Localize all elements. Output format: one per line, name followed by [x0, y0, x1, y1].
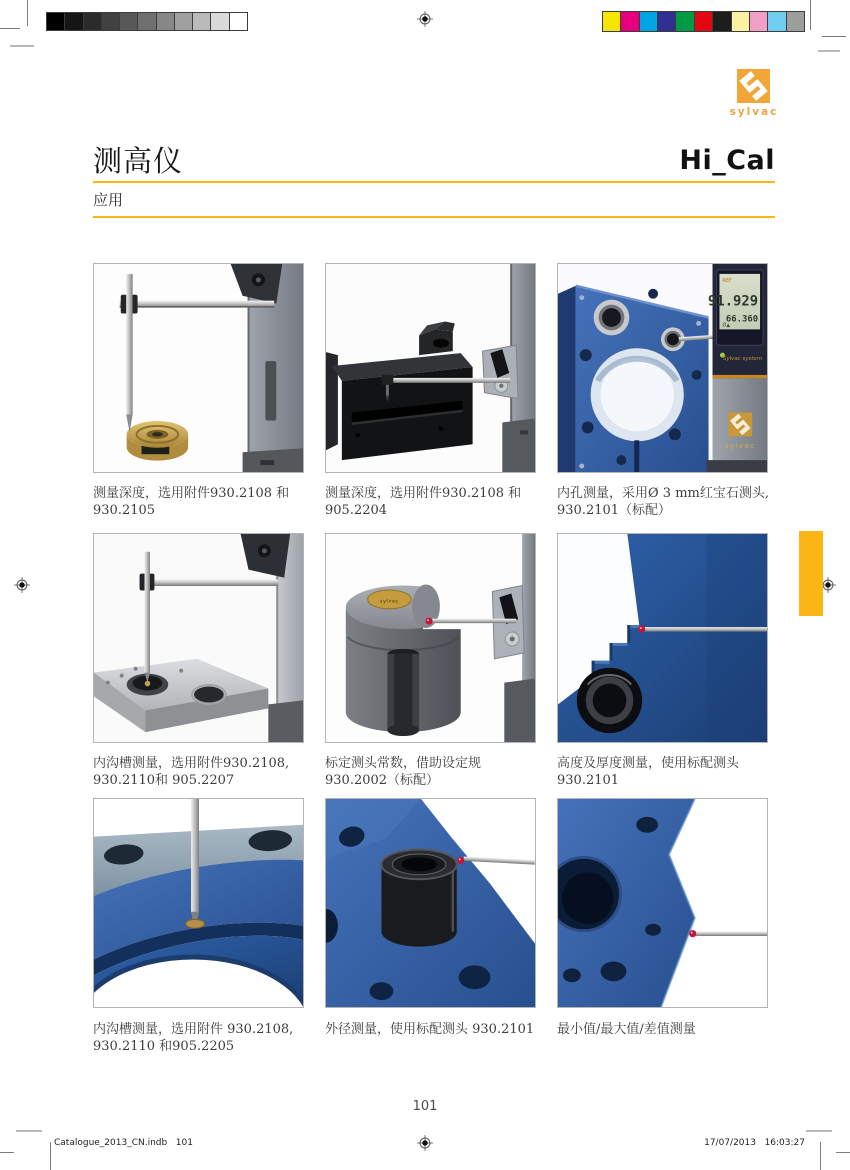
probe-tip: [145, 681, 151, 687]
crop-mark-top-left-h: [0, 28, 20, 29]
figure-caption-4: [93, 755, 319, 789]
crop-mark-bottom-left-h2: [0, 1152, 14, 1153]
ruby-probe-tip: [638, 626, 645, 633]
caption-line: 高度及厚度测量，使用标配测头: [557, 756, 740, 771]
print-swatch: [675, 11, 694, 32]
display-brand-label: Sylvac system: [722, 356, 763, 363]
lcd-main-value: 91.929: [708, 293, 759, 310]
cmyk-print-bar: [603, 11, 805, 32]
print-swatch: [192, 12, 211, 31]
ruby-probe-tip: [425, 618, 432, 625]
figure-min-max-delta: [557, 798, 768, 1008]
blue-fixture-block: [558, 286, 709, 472]
column-logo-text: sylvac: [724, 442, 756, 451]
registration-mark-top-icon: [417, 11, 433, 27]
section-side-tab: [799, 531, 823, 616]
figure-depth-disc: [93, 263, 304, 473]
caption-line: 内沟槽测量，选用附件930.2108,: [93, 756, 290, 771]
crop-mark-bottom-right-v: [820, 1142, 821, 1170]
caption-line: 930.2101: [557, 773, 620, 788]
registration-mark-bottom-icon: [417, 1135, 433, 1151]
setting-gauge-cylinder: [346, 584, 465, 737]
print-swatch: [101, 12, 120, 31]
registration-mark-left-icon: [14, 577, 30, 593]
probe-clamp-bracket: [483, 345, 519, 398]
crop-mark-top-left-v: [27, 0, 28, 26]
crop-mark-top-right-h2: [818, 50, 840, 52]
print-swatch: [786, 11, 805, 32]
caption-line: 930.2110 和905.2205: [93, 1039, 235, 1054]
figure-height-thickness: [557, 533, 768, 743]
figure-caption-5: [325, 755, 551, 789]
figure-calibration-gauge: [325, 533, 536, 743]
crop-mark-top-right-h: [822, 36, 846, 37]
lcd-secondary-value: 66.360: [725, 314, 759, 325]
footer-datetime: 17/07/2013 16:03:27: [704, 1138, 805, 1148]
print-swatch: [602, 11, 621, 32]
caption-line: 930.2105: [93, 503, 156, 518]
figure-caption-9: [557, 1021, 783, 1038]
crop-mark-bottom-left-h: [16, 1130, 42, 1132]
caption-line: 标定测头常数，借助设定规: [325, 756, 482, 771]
title-rule-top: [93, 181, 775, 183]
crop-mark-bottom-right-h2: [836, 1152, 850, 1153]
black-cylinder-bore: [381, 850, 456, 947]
figure-outer-diameter: [325, 798, 536, 1008]
title-rule-bottom: [93, 216, 775, 218]
caption-line: 测量深度，选用附件930.2108 和: [325, 486, 522, 501]
figure-caption-1: [93, 485, 319, 519]
brand-logo-text: sylvac: [729, 106, 779, 118]
crop-mark-top-right-v: [810, 0, 811, 30]
ruby-probe-tip: [689, 930, 696, 937]
figure-caption-3: [557, 485, 783, 519]
bushing-large: [594, 300, 630, 336]
crop-mark-bottom-left-v: [50, 1142, 51, 1170]
print-swatch: [46, 12, 65, 31]
print-swatch: [229, 12, 248, 31]
print-swatch: [712, 11, 731, 32]
caption-line: 930.2002（标配）: [325, 773, 440, 788]
figure-depth-bracket: [325, 263, 536, 473]
figure-bore-measurement: [557, 263, 768, 473]
caption-line: 测量深度，选用附件930.2108 和: [93, 486, 290, 501]
print-swatch: [83, 12, 102, 31]
print-swatch: [731, 11, 750, 32]
print-swatch: [210, 12, 229, 31]
print-swatch: [156, 12, 175, 31]
print-swatch: [767, 11, 786, 32]
ruby-probe-tip: [457, 857, 464, 864]
print-swatch: [749, 11, 768, 32]
print-swatch: [174, 12, 193, 31]
print-swatch: [137, 12, 156, 31]
disc-probe-tip: [186, 919, 205, 928]
print-swatch: [64, 12, 83, 31]
figure-ring-groove: [93, 798, 304, 1008]
caption-line: 930.2110和 905.2207: [93, 773, 235, 788]
sylvac-s-icon: [737, 69, 770, 103]
figure-caption-7: [93, 1021, 319, 1055]
product-name: Hi_Cal: [679, 145, 775, 176]
print-swatch: [620, 11, 639, 32]
print-swatch: [119, 12, 138, 31]
instrument-unit: [707, 264, 767, 472]
figure-groove-plate: [93, 533, 304, 743]
caption-line: 最小值/最大值/差值测量: [557, 1022, 696, 1037]
crop-mark-top-left-h2: [10, 45, 34, 47]
caption-line: 内沟槽测量，选用附件 930.2108,: [93, 1022, 294, 1037]
figure-caption-2: [325, 485, 551, 519]
crop-mark-bottom-right-h: [806, 1130, 832, 1132]
print-swatch: [639, 11, 658, 32]
caption-line: 内孔测量，采用Ø 3 mm红宝石测头,: [557, 486, 769, 501]
lcd-flags: Ø▲: [722, 322, 731, 329]
print-swatch: [657, 11, 676, 32]
caption-line: 930.2101（标配）: [557, 503, 672, 518]
bore-ring: [577, 668, 642, 733]
footer-file-label: Catalogue_2013_CN.indb 101: [54, 1138, 193, 1148]
caption-line: 外径测量，使用标配测头 930.2101: [325, 1022, 535, 1037]
page-number: 101: [412, 1099, 438, 1114]
section-label: 应用: [93, 191, 124, 209]
lcd-mode-label: REF: [722, 277, 732, 284]
page-title: 测高仪: [93, 144, 184, 178]
grayscale-print-bar: [47, 12, 248, 31]
print-swatch: [694, 11, 713, 32]
brand-logo: [737, 69, 770, 103]
figure-caption-6: [557, 755, 783, 789]
brass-disc-accessory: [127, 421, 188, 461]
label-brand-text: sylvac: [380, 599, 399, 605]
figure-caption-8: [325, 1021, 551, 1038]
caption-line: 905.2204: [325, 503, 388, 518]
